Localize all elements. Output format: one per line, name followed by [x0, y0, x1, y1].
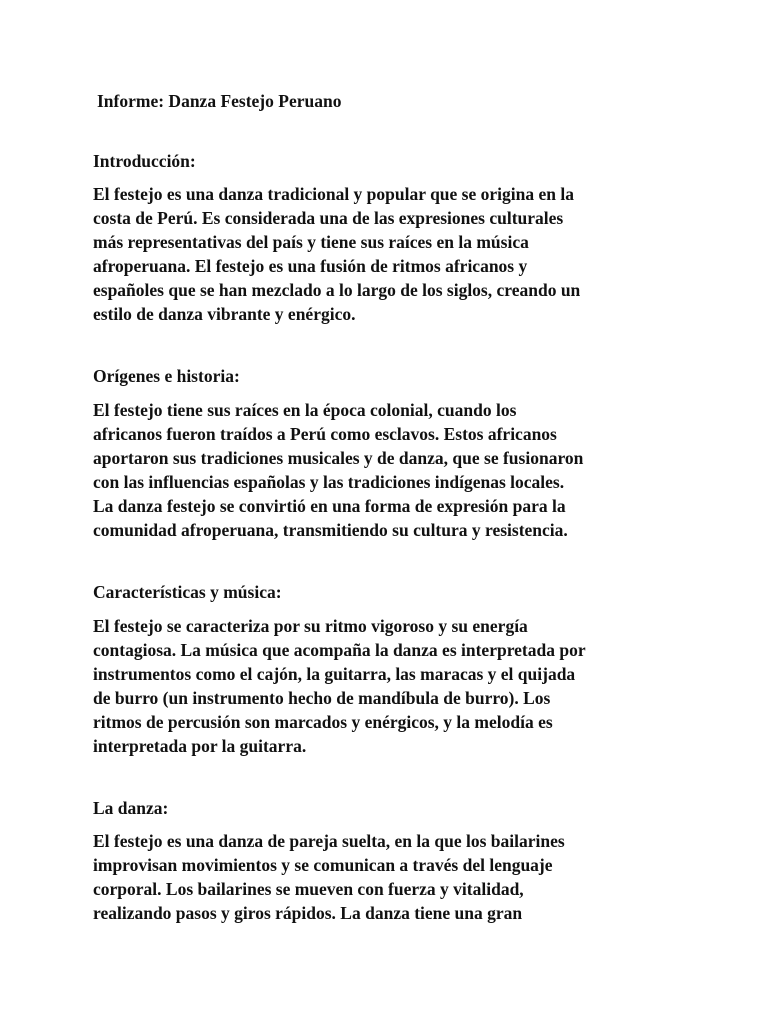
paragraph-line: españoles que se han mezclado a lo largo de los siglos, creando un	[93, 280, 581, 300]
section-paragraph-introduccion	[93, 182, 580, 326]
paragraph-line: El festejo es una danza de pareja suelta, en la que los bailarines	[93, 831, 565, 851]
paragraph-line: La danza festejo se convirtió en una forma de expresión para la	[93, 496, 566, 516]
section-paragraph-caracteristicas	[93, 614, 586, 758]
paragraph-line: corporal. Los bailarines se mueven con fuerza y vitalidad,	[93, 879, 524, 899]
paragraph-line: realizando pasos y giros rápidos. La danza tiene una gran	[93, 903, 523, 923]
paragraph-line: El festejo se caracteriza por su ritmo vigoroso y su energía	[93, 616, 528, 636]
paragraph-line: contagiosa. La música que acompaña la danza es interpretada por	[93, 640, 586, 660]
section-heading-caracteristicas: Características y música:	[93, 582, 282, 602]
paragraph-line: interpretada por la guitarra.	[93, 736, 307, 756]
section-heading-introduccion: Introducción:	[93, 151, 196, 171]
paragraph-line: costa de Perú. Es considerada una de las expresiones culturales	[93, 208, 564, 228]
paragraph-line: más representativas del país y tiene sus raíces en la música	[93, 232, 529, 252]
paragraph-line: con las influencias españolas y las tradiciones indígenas locales.	[93, 472, 565, 492]
paragraph-line: El festejo es una danza tradicional y popular que se origina en la	[93, 184, 574, 204]
paragraph-line: estilo de danza vibrante y enérgico.	[93, 304, 356, 324]
paragraph-line: instrumentos como el cajón, la guitarra, las maracas y el quijada	[93, 664, 576, 684]
section-heading-la-danza: La danza:	[93, 798, 169, 818]
paragraph-line: El festejo tiene sus raíces en la época colonial, cuando los	[93, 400, 517, 420]
paragraph-line: afroperuana. El festejo es una fusión de ritmos africanos y	[93, 256, 528, 276]
paragraph-line: comunidad afroperuana, transmitiendo su cultura y resistencia.	[93, 520, 568, 540]
paragraph-line: improvisan movimientos y se comunican a través del lenguaje	[93, 855, 553, 875]
section-paragraph-origenes	[93, 398, 583, 542]
paragraph-line: de burro (un instrumento hecho de mandíbula de burro). Los	[93, 688, 551, 708]
section-heading-origenes: Orígenes e historia:	[93, 366, 240, 386]
document-title: Informe: Danza Festejo Peruano	[97, 91, 342, 111]
paragraph-line: aportaron sus tradiciones musicales y de danza, que se fusionaron	[93, 448, 584, 468]
paragraph-line: ritmos de percusión son marcados y enérgicos, y la melodía es	[93, 712, 553, 732]
section-paragraph-la-danza	[93, 829, 565, 925]
paragraph-line: africanos fueron traídos a Perú como esclavos. Estos africanos	[93, 424, 557, 444]
